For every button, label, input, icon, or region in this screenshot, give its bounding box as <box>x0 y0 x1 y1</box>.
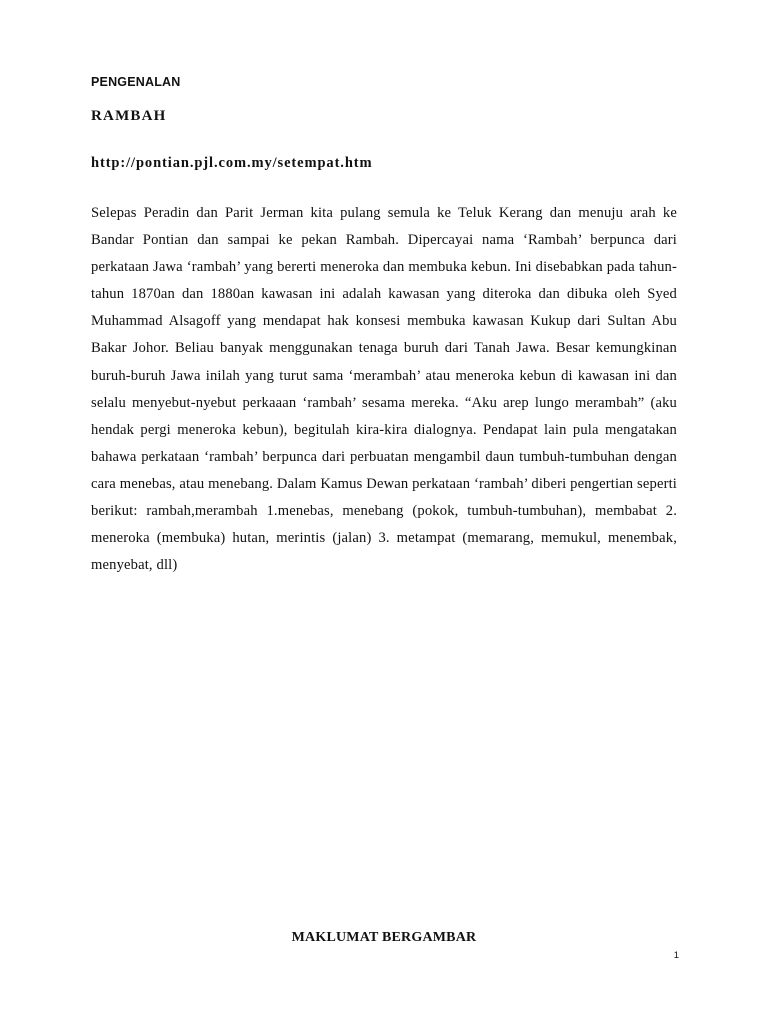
source-url: http://pontian.pjl.com.my/setempat.htm <box>91 155 373 171</box>
page-title: RAMBAH <box>91 108 167 124</box>
body-paragraph: Selepas Peradin dan Parit Jerman kita pulang semula ke Teluk Kerang dan menuju arah ke Bandar Pontian dan sampai ke pekan Rambah. Dipercayai nama ‘Rambah’ berpunca dari perkataan Jawa ‘rambah’ yang bererti meneroka dan membuka kebun. Ini disebabkan pada tahun-tahun 1870an dan 1880an kawasan ini adalah kawasan yang diteroka dan dibuka oleh Syed Muhammad Alsagoff yang mendapat hak konsesi membuka kawasan Kukup dari Sultan Abu Bakar Johor. Beliau banyak menggunakan tenaga buruh dari Tanah Jawa. Besar kemungkinan buruh-buruh Jawa inilah yang turut sama ‘merambah’ atau meneroka kebun di kawasan ini dan selalu menyebut-nyebut perkaaan ‘rambah’ sesama mereka. “Aku arep lungo merambah” (aku hendak pergi meneroka kebun), begitulah kira-kira dialognya. Pendapat lain pula mengatakan bahawa perkataan ‘rambah’ berpunca dari perbuatan mengambil daun tumbuh-tumbuhan dengan cara menebas, atau menebang. Dalam Kamus Dewan perkataan ‘rambah’ diberi pengertian seperti berikut: rambah,merambah 1.menebas, menebang (pokok, tumbuh-tumbuhan), membabat 2. meneroka (membuka) hutan, merintis (jalan) 3. metampat (memarang, memukul, menembak, menyebat, dll) <box>91 205 677 574</box>
page-number: 1 <box>673 950 679 961</box>
section-label: PENGENALAN <box>91 75 181 89</box>
next-section-heading: MAKLUMAT BERGAMBAR <box>291 930 477 945</box>
